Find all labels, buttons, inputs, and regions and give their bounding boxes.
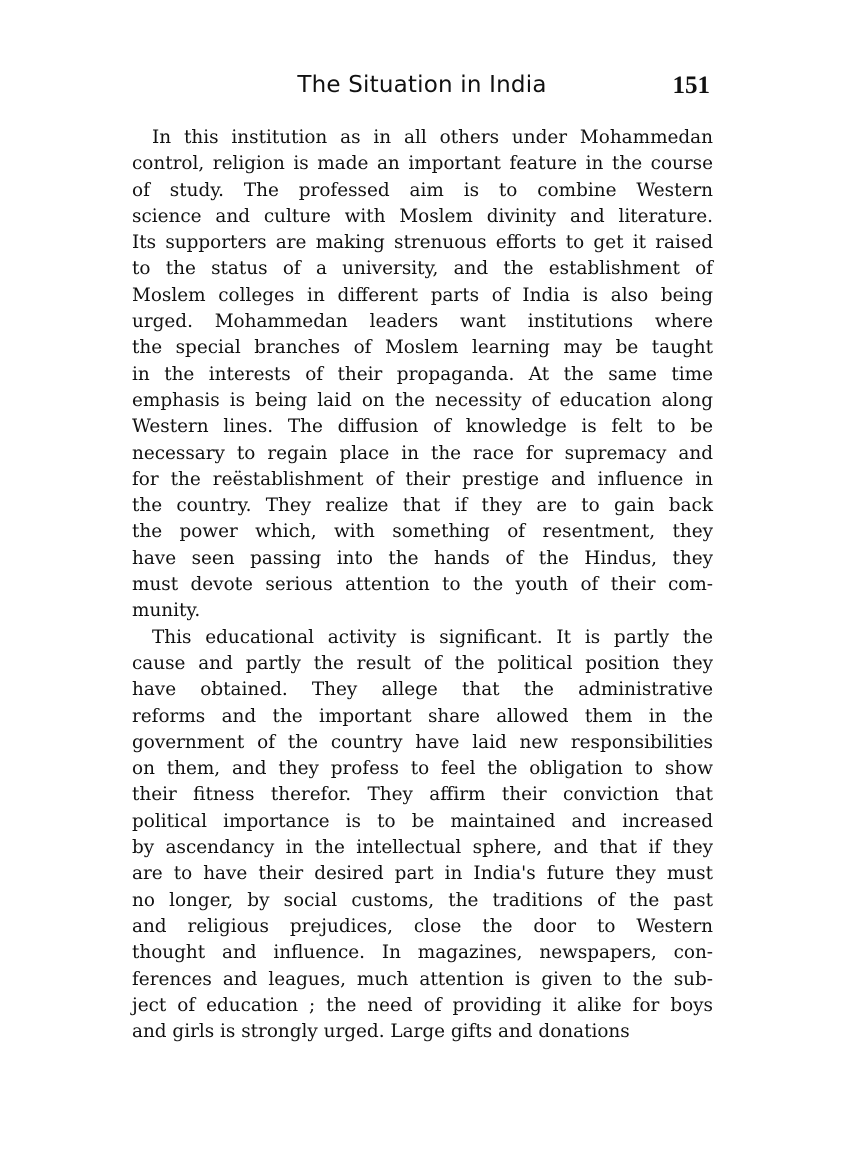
running-title: The Situation in India: [297, 72, 547, 98]
text-line: Moslem colleges in different parts of India is also being: [132, 284, 713, 306]
text-line: and religious prejudices, close the door to Western: [132, 915, 713, 937]
paragraph: [132, 125, 713, 625]
text-line: government of the country have laid new responsibilities: [132, 731, 713, 753]
text-line: control, religion is made an important feature in the course: [132, 153, 713, 175]
text-line: for the reëstablishment of their prestige and influence in: [132, 468, 713, 490]
text-line: ferences and leagues, much attention is given to the sub-: [132, 968, 713, 990]
text-line: on them, and they profess to feel the obligation to show: [132, 758, 713, 780]
text-line: reforms and the important share allowed them in the: [132, 705, 713, 727]
text-line: munity.: [132, 600, 201, 622]
text-line: urged. Mohammedan leaders want institutions where: [132, 311, 713, 333]
text-line: cause and partly the result of the political position they: [132, 652, 713, 674]
text-line: Its supporters are making strenuous efforts to get it raised: [132, 232, 713, 254]
text-line: necessary to regain place in the race for supremacy and: [132, 442, 713, 464]
text-line: no longer, by social customs, the traditions of the past: [132, 889, 713, 911]
text-line: ject of education ; the need of providing it alike for boys: [132, 994, 713, 1016]
text-line: the country. They realize that if they are to gain back: [132, 495, 713, 517]
text-line: Western lines. The diffusion of knowledge is felt to be: [132, 416, 713, 438]
text-line: This educational activity is significant. It is partly the: [152, 626, 713, 648]
text-line: their fitness therefor. They affirm their conviction that: [132, 784, 713, 806]
text-line: have seen passing into the hands of the Hindus, they: [132, 547, 713, 569]
text-line: must devote serious attention to the youth of their com-: [132, 574, 713, 596]
page-number: 151: [672, 72, 710, 99]
text-line: the special branches of Moslem learning may be taught: [132, 337, 713, 359]
text-line: have obtained. They allege that the administrative: [132, 679, 713, 701]
running-head: [132, 72, 712, 106]
text-line: by ascendancy in the intellectual sphere, and that if they: [132, 837, 713, 859]
text-line: the power which, with something of resentment, they: [132, 521, 713, 543]
text-line: In this institution as in all others under Mohammedan: [152, 127, 713, 148]
text-line: in the interests of their propaganda. At the same time: [132, 363, 713, 385]
text-line: thought and influence. In magazines, newspapers, con-: [132, 942, 713, 964]
text-line: and girls is strongly urged. Large gifts and donations: [132, 1021, 630, 1043]
text-line: are to have their desired part in India's future they must: [132, 863, 713, 885]
paragraph: [132, 625, 713, 1046]
text-line: to the status of a university, and the establishment of: [132, 258, 713, 280]
text-line: emphasis is being laid on the necessity of education along: [132, 389, 713, 411]
text-line: of study. The professed aim is to combine Western: [132, 179, 713, 201]
body-text: [132, 125, 713, 1045]
text-line: political importance is to be maintained and increased: [132, 810, 713, 832]
text-line: science and culture with Moslem divinity and literature.: [132, 205, 713, 227]
